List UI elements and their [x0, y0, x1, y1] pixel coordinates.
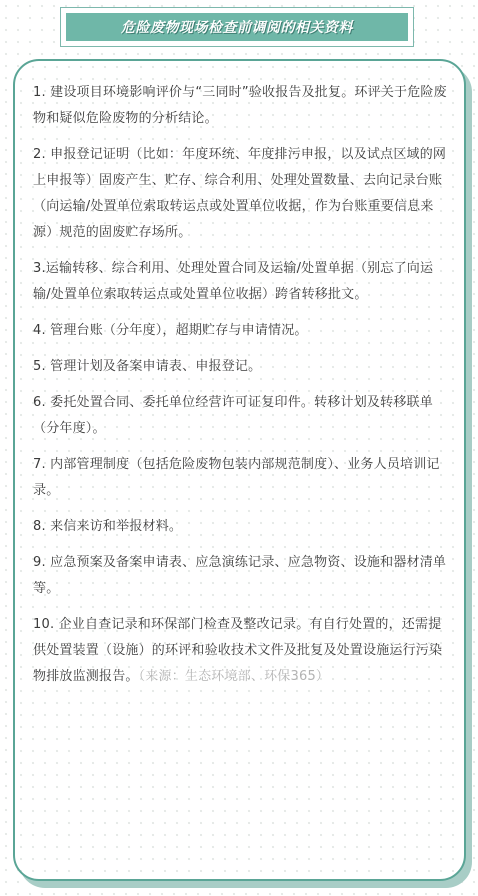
- document-list: [33, 80, 447, 700]
- source-note: （来源：生态环境部、环保365）: [138, 669, 330, 684]
- list-item-1: 1. 建设项目环境影响评价与“三同时”验收报告及批复。环评关于危险废物和疑似危险废物的分析结论。: [33, 85, 447, 126]
- list-item-2: 2. 申报登记证明（比如：年度环统、年度排污申报，以及试点区域的网上申报等）固废产生、贮存、综合利用、处理处置数量、去向记录台账（向运输/处置单位索取转运点或处置单位收据，作为台账重要信息来源）规范的固废贮存场所。: [33, 147, 447, 240]
- list-item-4: 4. 管理台账（分年度），超期贮存与申请情况。: [33, 323, 308, 338]
- page-title: 危险废物现场检查前调阅的相关资料: [121, 20, 353, 36]
- list-item-9: 9. 应急预案及备案申请表、应急演练记录、应急物资、设施和器材清单等。: [33, 555, 447, 596]
- list-item-5: 5. 管理计划及备案申请表、申报登记。: [33, 359, 262, 374]
- title-box: [66, 13, 408, 41]
- list-item-7: 7. 内部管理制度（包括危险废物包装内部规范制度）、业务人员培训记录。: [33, 457, 440, 498]
- list-item-10-text: 10. 企业自查记录和环保部门检查及整改记录。有自行处置的，还需提供处置装置（设施）的环评和验收技术文件及批复及处置设施运行污染物排放监测报告。: [33, 617, 443, 684]
- list-item-8: 8. 来信来访和举报材料。: [33, 519, 183, 534]
- list-item-10: [33, 612, 447, 690]
- title-banner: [60, 7, 414, 47]
- list-item-6: 6. 委托处置合同、委托单位经营许可证复印件。转移计划及转移联单（分年度）。: [33, 395, 433, 436]
- list-item-3: 3.运输转移、综合利用、处理处置合同及运输/处置单据（别忘了向运输/处置单位索取转运点或处置单位收据）跨省转移批文。: [33, 261, 434, 302]
